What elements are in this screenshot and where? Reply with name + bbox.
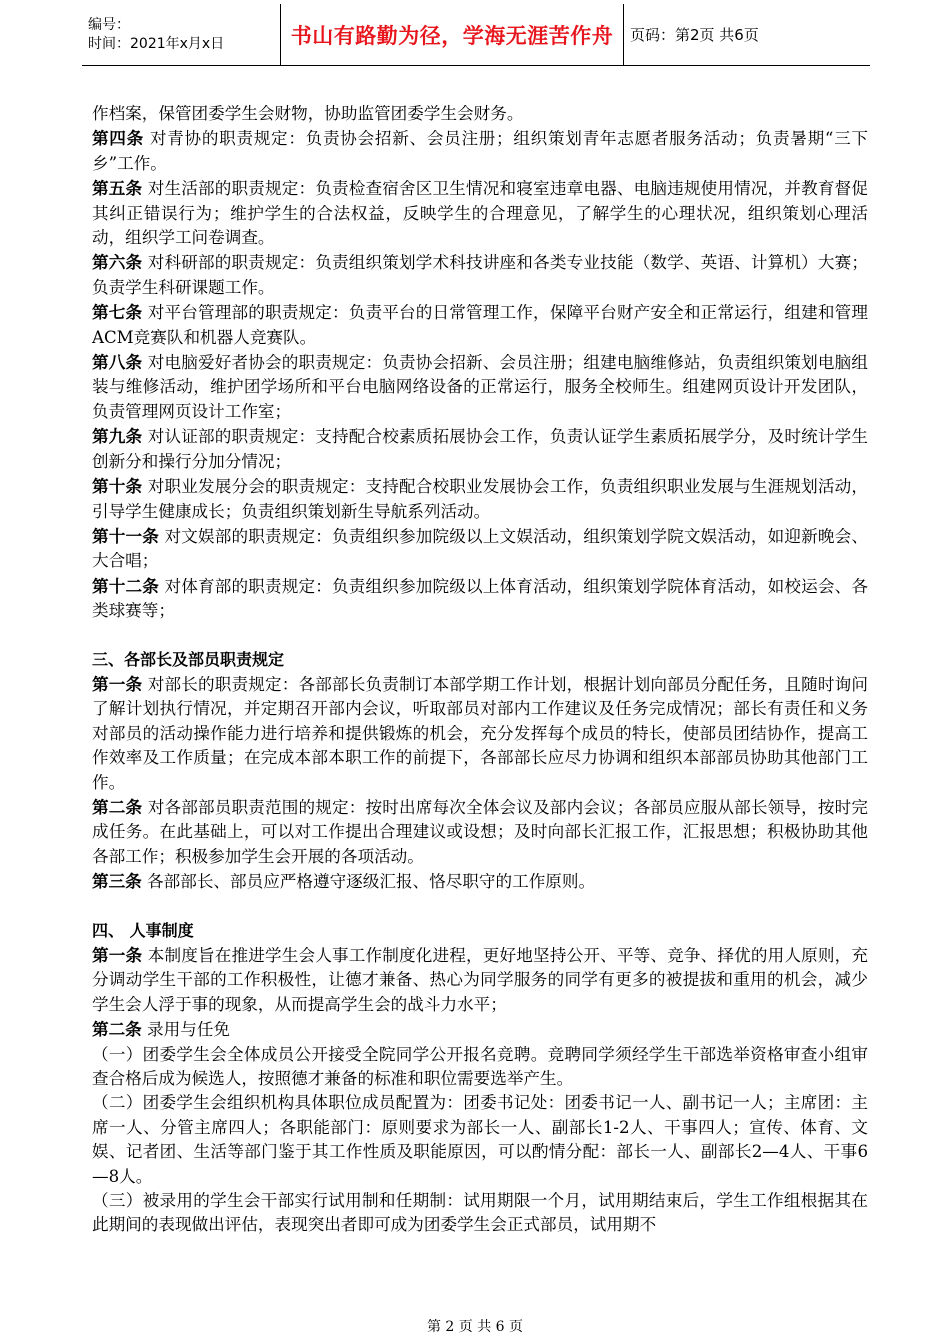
article-label: 第六条 [92, 252, 143, 273]
document-time-label: 时间：2021年x月x日 [88, 35, 225, 52]
article-text: 各部部长、部员应严格遵守逐级汇报、恪尽职守的工作原则。 [141, 872, 596, 892]
page-footer: 第 2 页 共 6 页 [426, 1319, 524, 1335]
article-text: 本制度旨在推进学生会人事工作制度化进程，更好地坚持公开、平等、竞争、择优的用人原则，充分调动学生干部的工作积极性，让德才兼备、热心为同学服务的同学有更多的被提拔和重用的机会，减少学生会人浮于事的现象，从而提高学生会的战斗力水平； [92, 946, 868, 1014]
article-text: 对平台管理部的职责规定：负责平台的日常管理工作，保障平台财产安全和正常运行，组建和管理ACM竞赛队和机器人竞赛队。 [92, 303, 868, 347]
article-text: 对电脑爱好者协会的职责规定：负责协会招新、会员注册；组建电脑维修站，负责组织策划电脑组装与维修活动，维护团学场所和平台电脑网络设备的正常运行，服务全校师生。组建网页设计开发团队，负责管理网页设计工作室； [92, 353, 868, 421]
article-label: 第八条 [92, 352, 143, 373]
article-label: 第十一条 [92, 525, 160, 546]
article-text: 对各部部员职责范围的规定：按时出席每次全体会议及部内会议；各部员应服从部长领导，按时完成任务。在此基础上，可以对工作提出合理建议或设想；及时向部长汇报工作，汇报思想；积极协助其他各部工作；积极参加学生会开展的各项活动。 [92, 797, 868, 866]
list-item: （一）团委学生会全体成员公开接受全院同学公开报名竞聘。竞聘同学须经学生干部选举资格审查小组审查合格后成为候选人，按照德才兼备的标准和职位需要选举产生。 [92, 1044, 868, 1089]
article-text: 对青协的职责规定：负责协会招新、会员注册；组织策划青年志愿者服务活动；负责暑期“三下乡”工作。 [92, 129, 868, 173]
document-number-label: 编号： [88, 16, 130, 33]
article-label: 第十二条 [92, 575, 160, 596]
article-label: 第三条 [92, 871, 142, 892]
article-text: 对认证部的职责规定：支持配合校素质拓展协会工作，负责认证学生素质拓展学分，及时统计学生创新分和操行分加分情况； [92, 427, 868, 471]
header-page-label: 页码：第2页 共6页 [624, 4, 871, 66]
section4-article-1 [92, 943, 868, 1017]
article-text: 录用与任免 [141, 1020, 231, 1040]
article-label: 第十条 [92, 476, 143, 497]
article-text: 对文娱部的职责规定：负责组织参加院级以上文娱活动，组织策划学院文娱活动，如迎新晚会、大合唱； [92, 526, 869, 571]
article-6 [92, 250, 868, 300]
article-label: 第二条 [92, 1019, 142, 1040]
section3-article-1 [92, 672, 868, 795]
section-title: 三、各部长及部员职责规定 [92, 649, 285, 669]
article-8 [92, 350, 868, 424]
section3-article-2 [92, 795, 868, 869]
list-item: （二）团委学生会组织机构具体职位成员配置为：团委书记处：团委书记一人、副书记一人；主席团：主席一人、分管主席四人；各职能部门：原则要求为部长一人、副部长1-2人、干事四人；宣传、体育、文娱、记者团、生活等部门鉴于其工作性质及职能原因，可以酌情分配：部长一人、副部长2—4人、干事6—8人。 [92, 1093, 868, 1186]
page-header [82, 4, 870, 66]
article-text: 对科研部的职责规定：负责组织策划学术科技讲座和各类专业技能（数学、英语、计算机）大赛；负责学生科研课题工作。 [92, 253, 868, 297]
section3-article-3 [92, 869, 868, 894]
spacer [92, 624, 868, 648]
article-label: 第七条 [92, 302, 143, 323]
article-text: 对职业发展分会的职责规定：支持配合校职业发展协会工作，负责组织职业发展与生涯规划活动，引导学生健康成长；负责组织策划新生导航系列活动。 [92, 477, 868, 521]
article-label: 第四条 [92, 128, 144, 149]
article-text: 对生活部的职责规定：负责检查宿舍区卫生情况和寝室违章电器、电脑违规使用情况，并教育督促其纠正错误行为；维护学生的合法权益，反映学生的合理意见，了解学生的心理状况，组织策划心理活动，组织学工问卷调查。 [92, 179, 868, 248]
list-item: （三）被录用的学生会干部实行试用制和任期制：试用期限一个月，试用期结束后，学生工作组根据其在此期间的表现做出评估，表现突出者即可成为团委学生会正式部员，试用期不 [92, 1191, 868, 1235]
article-7 [92, 300, 868, 350]
header-meta [82, 4, 281, 66]
paragraph: 作档案，保管团委学生会财物，协助监管团委学生会财务。 [92, 104, 524, 123]
section4-article-2 [92, 1017, 868, 1042]
article-9 [92, 424, 868, 474]
article-label: 第二条 [92, 796, 143, 817]
article-4 [92, 126, 868, 176]
section-title: 四、 人事制度 [92, 920, 194, 940]
header-slogan: 书山有路勤为径，学海无涯苦作舟 [281, 4, 624, 66]
article-text: 对体育部的职责规定：负责组织参加院级以上体育活动，组织策划学院体育活动，如校运会、各类球赛等； [92, 576, 869, 621]
article-label: 第一条 [92, 945, 143, 965]
article-label: 第一条 [92, 673, 143, 694]
article-label: 第五条 [92, 178, 143, 199]
article-12 [92, 574, 868, 624]
article-10 [92, 474, 868, 524]
article-5 [92, 176, 868, 250]
article-11 [92, 524, 868, 574]
document-body [92, 102, 868, 1238]
spacer [92, 895, 868, 919]
article-text: 对部长的职责规定：各部部长负责制订本部学期工作计划，根据计划向部员分配任务，且随时询问了解计划执行情况，并定期召开部内会议，听取部员对部内工作建议及任务完成情况；部长有责任和义务对部员的活动操作能力进行培养和提供锻炼的机会，充分发挥每个成员的特长，使部员团结协作，提高工作效率及工作质量；在完成本部本职工作的前提下，各部部长应尽力协调和组织本部部员协助其他部门工作。 [92, 674, 868, 792]
article-label: 第九条 [92, 426, 143, 447]
